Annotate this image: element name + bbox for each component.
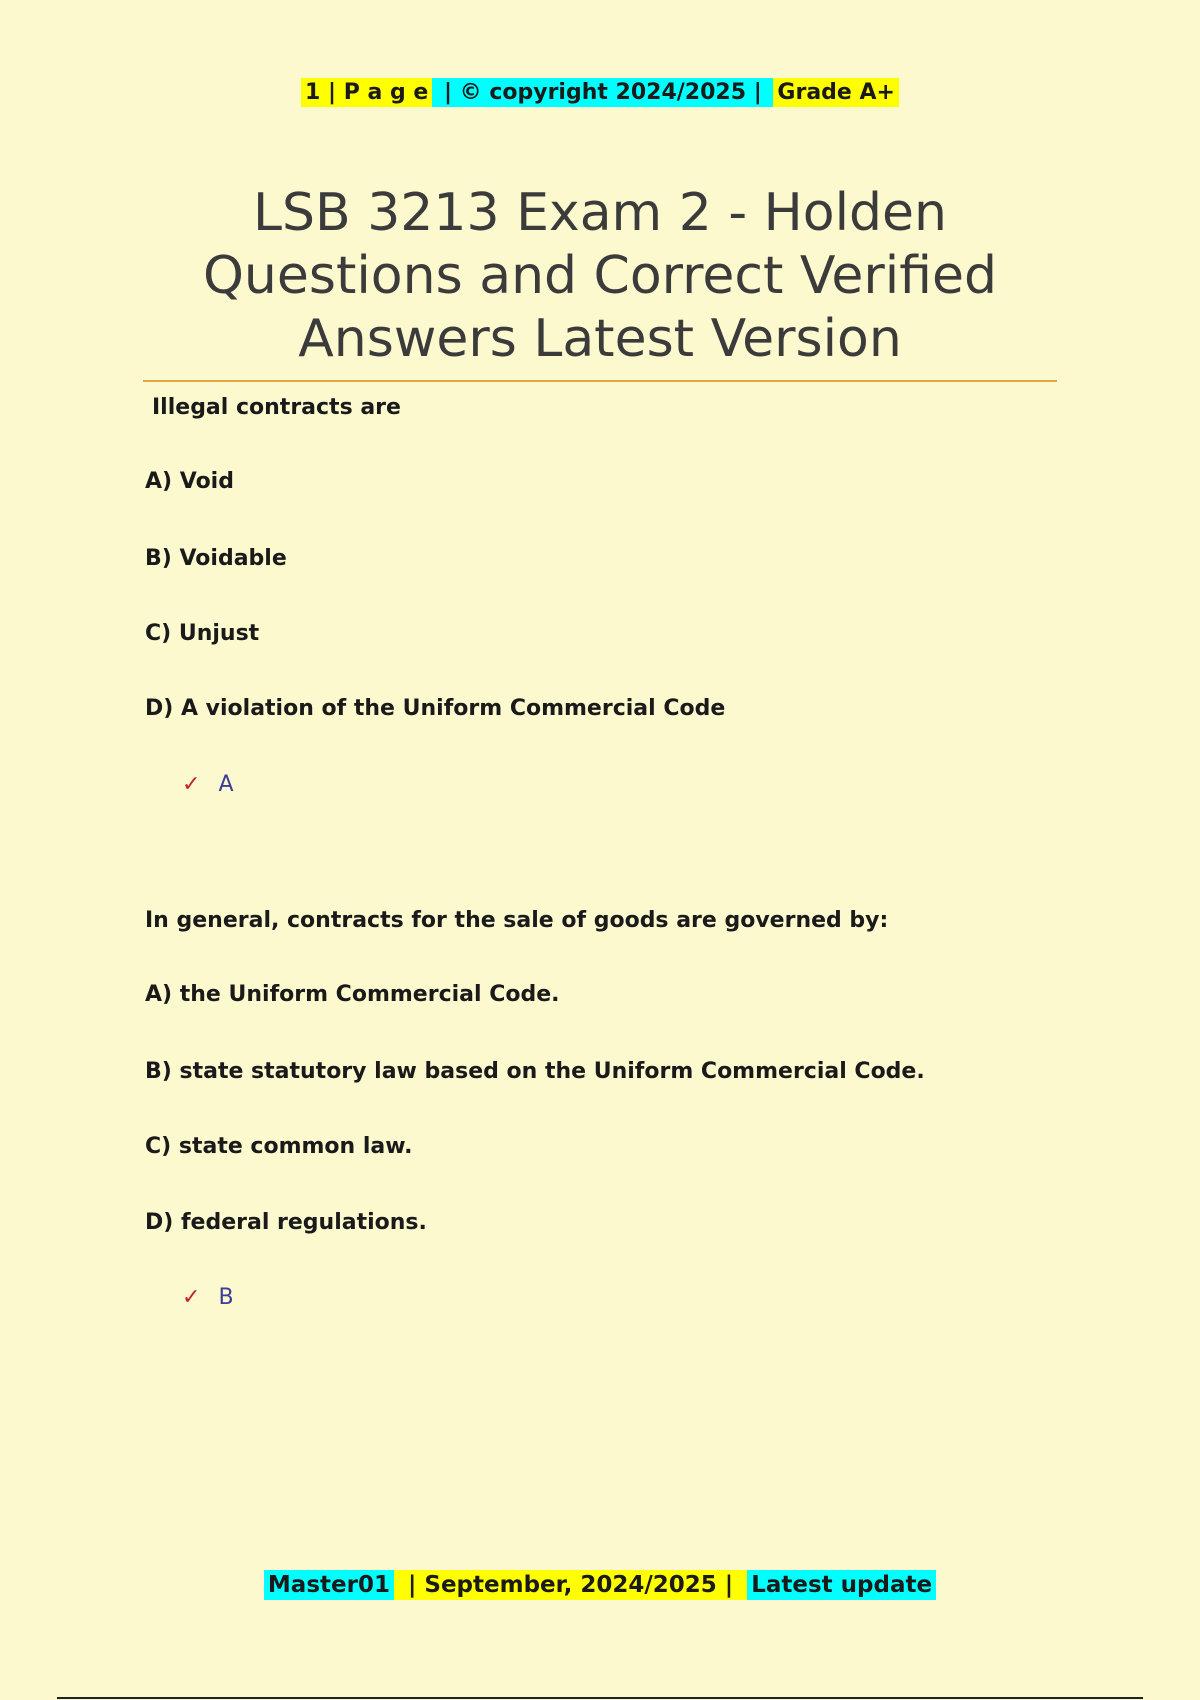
- checkmark-icon: ✓: [182, 1285, 201, 1310]
- checkmark-icon: ✓: [182, 772, 201, 797]
- update-status-label: Latest update: [747, 1570, 936, 1600]
- page-bottom-border: [57, 1697, 1143, 1699]
- question-2-stem: In general, contracts for the sale of goods are governed by:: [145, 908, 889, 933]
- page-footer: [0, 1568, 1200, 1602]
- question-2-option-d: D) federal regulations.: [145, 1210, 427, 1235]
- grade-label: Grade A+: [773, 78, 899, 107]
- answer-letter: B: [218, 1285, 234, 1310]
- copyright-label: | © copyright 2024/2025 |: [432, 78, 773, 107]
- question-1-option-b: B) Voidable: [145, 546, 287, 571]
- question-2-option-c: C) state common law.: [145, 1134, 413, 1159]
- question-1-option-c: C) Unjust: [145, 621, 260, 646]
- date-label: | September, 2024/2025 |: [394, 1570, 747, 1600]
- question-1-answer: [182, 770, 234, 800]
- question-2-option-b: B) state statutory law based on the Uniform Commercial Code.: [145, 1059, 925, 1084]
- document-title: LSB 3213 Exam 2 - Holden Questions and Correct Verified Answers Latest Version: [203, 183, 997, 369]
- author-label: Master01: [264, 1570, 394, 1600]
- question-1-stem: Illegal contracts are: [152, 395, 401, 420]
- page-header: [0, 76, 1200, 110]
- question-2-answer: [182, 1283, 234, 1313]
- title-divider: [143, 380, 1057, 382]
- answer-letter: A: [218, 772, 234, 797]
- page-number-label: 1 | P a g e: [301, 78, 432, 107]
- question-1-option-d: D) A violation of the Uniform Commercial Code: [145, 696, 726, 721]
- question-1-option-a: A) Void: [145, 469, 234, 494]
- question-2-option-a: A) the Uniform Commercial Code.: [145, 982, 560, 1007]
